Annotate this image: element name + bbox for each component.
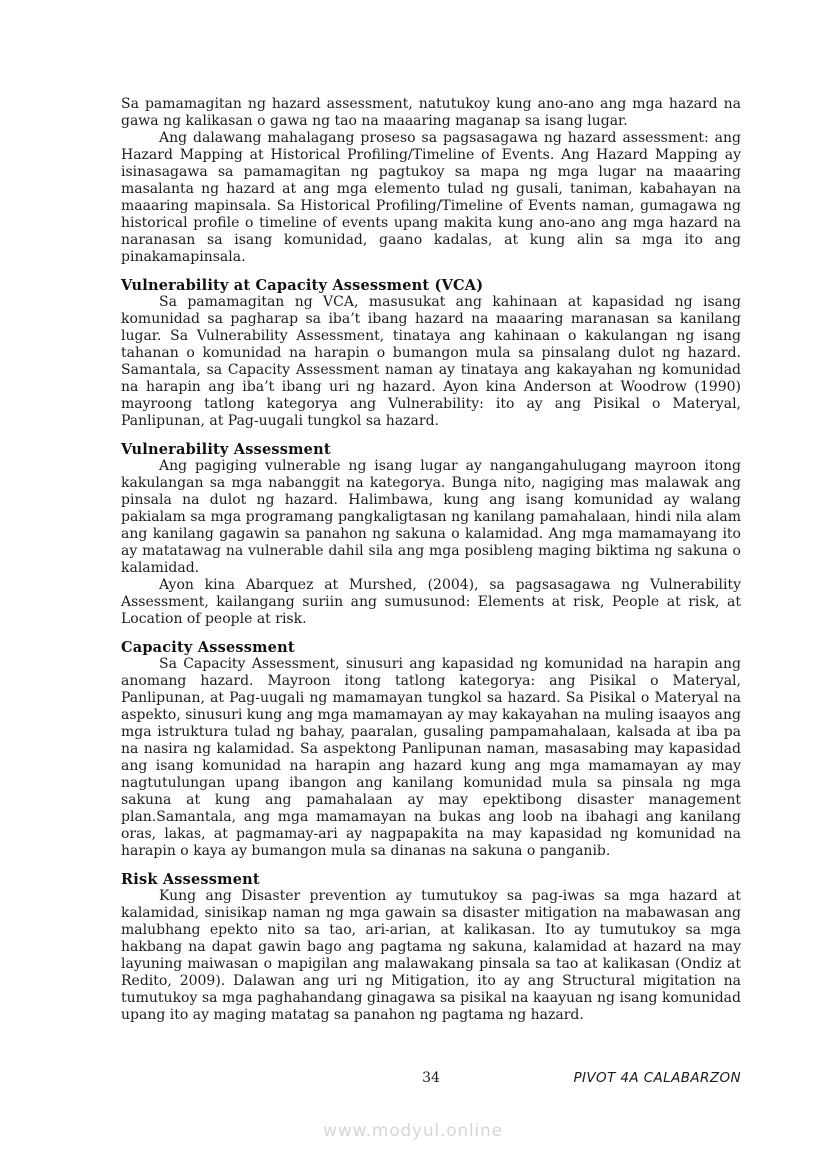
section-heading-vulnerability-assessment: Vulnerability Assessment bbox=[121, 441, 331, 458]
paragraph: Sa pamamagitan ng VCA, masusukat ang kahinaan at kapasidad ng isang komunidad sa pagharap sa iba’t ibang hazard na maaaring maranasan sa kanilang lugar. Sa Vulnerability Assessment, tinataya ang kahinaan o kakulangan ng isang tahanan o komunidad na harapin o bumangon mula sa pinsalang dulot ng hazard. Samantala, sa Capacity Assessment naman ay tinataya ang kakayahan ng komunidad na harapin ang iba’t ibang uri ng hazard. Ayon kina Anderson at Woodrow (1990) mayroong tatlong kategorya ang Vulnerability: ito ay ang Pisikal o Materyal, Panlipunan, at Pag-uugali tungkol sa hazard. bbox=[121, 294, 741, 429]
section-vulnerability-assessment bbox=[121, 441, 741, 628]
footer-brand: PIVOT 4A CALABARZON bbox=[573, 1070, 741, 1086]
section-vca bbox=[121, 277, 741, 430]
page-number: 34 bbox=[422, 1070, 440, 1086]
section-hazard-assessment-intro bbox=[121, 96, 741, 266]
section-heading-capacity-assessment: Capacity Assessment bbox=[121, 639, 295, 656]
paragraph: Ang dalawang mahalagang proseso sa pagsasagawa ng hazard assessment: ang Hazard Mapping at Historical Profiling/Timeline of Events. Ang Hazard Mapping ay isinasagawa sa pamamagitan ng pagtukoy sa mapa ng mga lugar na maaaring masalanta ng hazard at ang mga elemento tulad ng gusali, taniman, kabahayan na maaaring mapinsala. Sa Historical Profiling/Timeline of Events naman, gumagawa ng historical profile o timeline of events upang makita kung ano-ano ang mga hazard na naranasan sa isang komunidad, gaano kadalas, at kung alin sa mga ito ang pinakamapinsala. bbox=[121, 130, 741, 265]
watermark: www.modyul.online bbox=[323, 1121, 503, 1141]
paragraph: Ayon kina Abarquez at Murshed, (2004), sa pagsasagawa ng Vulnerability Assessment, kailangang suriin ang sumusunod: Elements at risk, People at risk, at Location of people at risk. bbox=[121, 577, 741, 627]
page-footer bbox=[121, 1070, 741, 1090]
paragraph: Kung ang Disaster prevention ay tumutukoy sa pag-iwas sa mga hazard at kalamidad, sinisikap naman ng mga gawain sa disaster mitigation na mabawasan ang malubhang epekto nito sa tao, ari-arian, at kalikasan. Ito ay tumutukoy sa mga hakbang na dapat gawin bago ang pagtama ng sakuna, kalamidad at hazard na may layuning maiwasan o mapigilan ang malawakang pinsala sa tao at kalikasan (Ondiz at Redito, 2009). Dalawan ang uri ng Mitigation, ito ay ang Structural migitation na tumutukoy sa mga paghahandang ginagawa sa pisikal na kaayuan ng isang komunidad upang ito ay maging matatag sa panahon ng pagtama ng hazard. bbox=[121, 888, 741, 1023]
paragraph: Sa Capacity Assessment, sinusuri ang kapasidad ng komunidad na harapin ang anomang hazard. Mayroon itong tatlong kategorya: ang Pisikal o Materyal, Panlipunan, at Pag-uugali ng mamamayan tungkol sa hazard. Sa Pisikal o Materyal na aspekto, sinusuri kung ang mga mamamayan ay may kakayahan na muling isaayos ang mga istruktura tulad ng bahay, paaralan, gusaling pampamahalaan, kalsada at iba pa na nasira ng kalamidad. Sa aspektong Panlipunan naman, masasabing may kapasidad ang isang komunidad na harapin ang hazard kung ang mga mamamayan ay may nagtutulungan upang ibangon ang kanilang komunidad mula sa pinsala ng mga sakuna at kung ang pamahalaan ay may epektibong disaster management plan.Samantala, ang mga mamamayan na bukas ang loob na ibahagi ang kanilang oras, lakas, at pagmamay-ari ay nagpapakita na may kapasidad ng komunidad na harapin o kaya ay bumangon mula sa dinanas na sakuna o panganib. bbox=[121, 656, 741, 859]
section-risk-assessment bbox=[121, 871, 741, 1024]
paragraph: Ang pagiging vulnerable ng isang lugar ay nangangahulugang mayroon itong kakulangan sa mga nabanggit na kategorya. Bunga nito, nagiging mas malawak ang pinsala na dulot ng hazard. Halimbawa, kung ang isang komunidad ay walang pakialam sa mga programang pangkaligtasan ng kanilang pamahalaan, hindi nila alam ang kanilang gagawin sa panahon ng sakuna o kalamidad. Ang mga mamamayang ito ay matatawag na vulnerable dahil sila ang mga posibleng maging biktima ng sakuna o kalamidad. bbox=[121, 458, 741, 576]
section-capacity-assessment bbox=[121, 639, 741, 860]
section-heading-vca: Vulnerability at Capacity Assessment (VCA) bbox=[121, 277, 484, 294]
section-heading-risk-assessment: Risk Assessment bbox=[121, 871, 260, 888]
page-content bbox=[121, 96, 741, 1024]
paragraph: Sa pamamagitan ng hazard assessment, natutukoy kung ano-ano ang mga hazard na gawa ng kalikasan o gawa ng tao na maaaring maganap sa isang lugar. bbox=[121, 96, 741, 129]
